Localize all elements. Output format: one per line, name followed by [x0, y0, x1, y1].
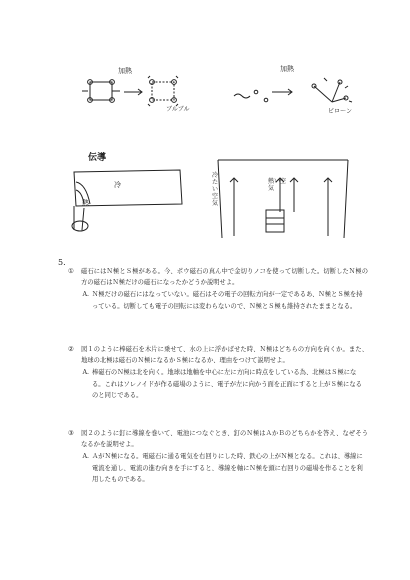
question-number: ③	[68, 430, 74, 437]
answer-text: ＡがＮ極になる。電磁石に通る電気を右回りにした時、鉄心の上がＮ極となる。これは、導線に電流を通し、電流の進む向きを手にすると、導線を軸にＮ極を頭に右回りの磁場を作ることを利用したものである。	[92, 453, 363, 483]
conduction-title: 伝導	[88, 153, 107, 163]
question-number: ①	[68, 268, 74, 275]
molecule-stretch-sketch	[228, 70, 368, 130]
section-number: 5.	[58, 258, 66, 267]
question-3	[68, 428, 368, 485]
vibration-caption: ブルブル	[166, 106, 190, 113]
answer-text: 棒磁石のＮ極は北を向く。地球は地軸を中心に左に方向に時点をしている為、北極はＳ極になる。これはソレノイドが作る磁場のように、電子が左に向かう面を正面にすると上がＳ極になるのと同じである。	[92, 369, 362, 399]
answer-label: A.	[82, 291, 89, 299]
stretch-caption: ビロ〜ン	[328, 108, 353, 115]
heat-label-left: 加熱	[118, 67, 132, 75]
question-number: ②	[68, 346, 74, 353]
question-1	[68, 266, 368, 312]
question-2	[68, 344, 368, 401]
answer-text: Ｎ極だけの磁石にはなっていない。磁石はその電子の回転方向が一定であるあ、Ｎ極とＳ極を持っている。切断しても電子の回転には変わらないので、Ｎ極とＳ極も維持されたままとなる。	[92, 291, 363, 310]
cold-label: 冷	[114, 181, 121, 189]
question-text: 磁石にはＮ極とＳ極がある。今、ボウ磁石の真ん中で金切りノコを使って切断した。切断したＮ極の方の磁石はＮ極だけの磁石になったかどうか説明せよ。	[81, 268, 368, 287]
heat-label-conduction: 熱	[82, 199, 89, 207]
answer-label: A.	[82, 369, 89, 377]
answer-label: A.	[82, 453, 89, 461]
cold-air-label: 冷たい空気	[212, 172, 219, 207]
hot-air-label: 熱い空気	[268, 178, 287, 192]
heat-label-right: 加熱	[280, 65, 294, 73]
question-text: 図２のように釘に導線を巻いて、電池につなぐとき、釘のＮ極はＡかＢのどちらかを答え、なぜそうなるかを説明せよ。	[81, 430, 368, 449]
convection-sketch	[208, 148, 358, 248]
question-text: 図１のように棒磁石を木片に乗せて、水の上に浮かばせた時、Ｎ極はどちらの方向を向くか。また、地球の北極は磁石のＮ極になるかＳ極になるか、理由をつけて説明せよ。	[81, 346, 368, 365]
lattice-vibration-sketch	[80, 70, 200, 130]
